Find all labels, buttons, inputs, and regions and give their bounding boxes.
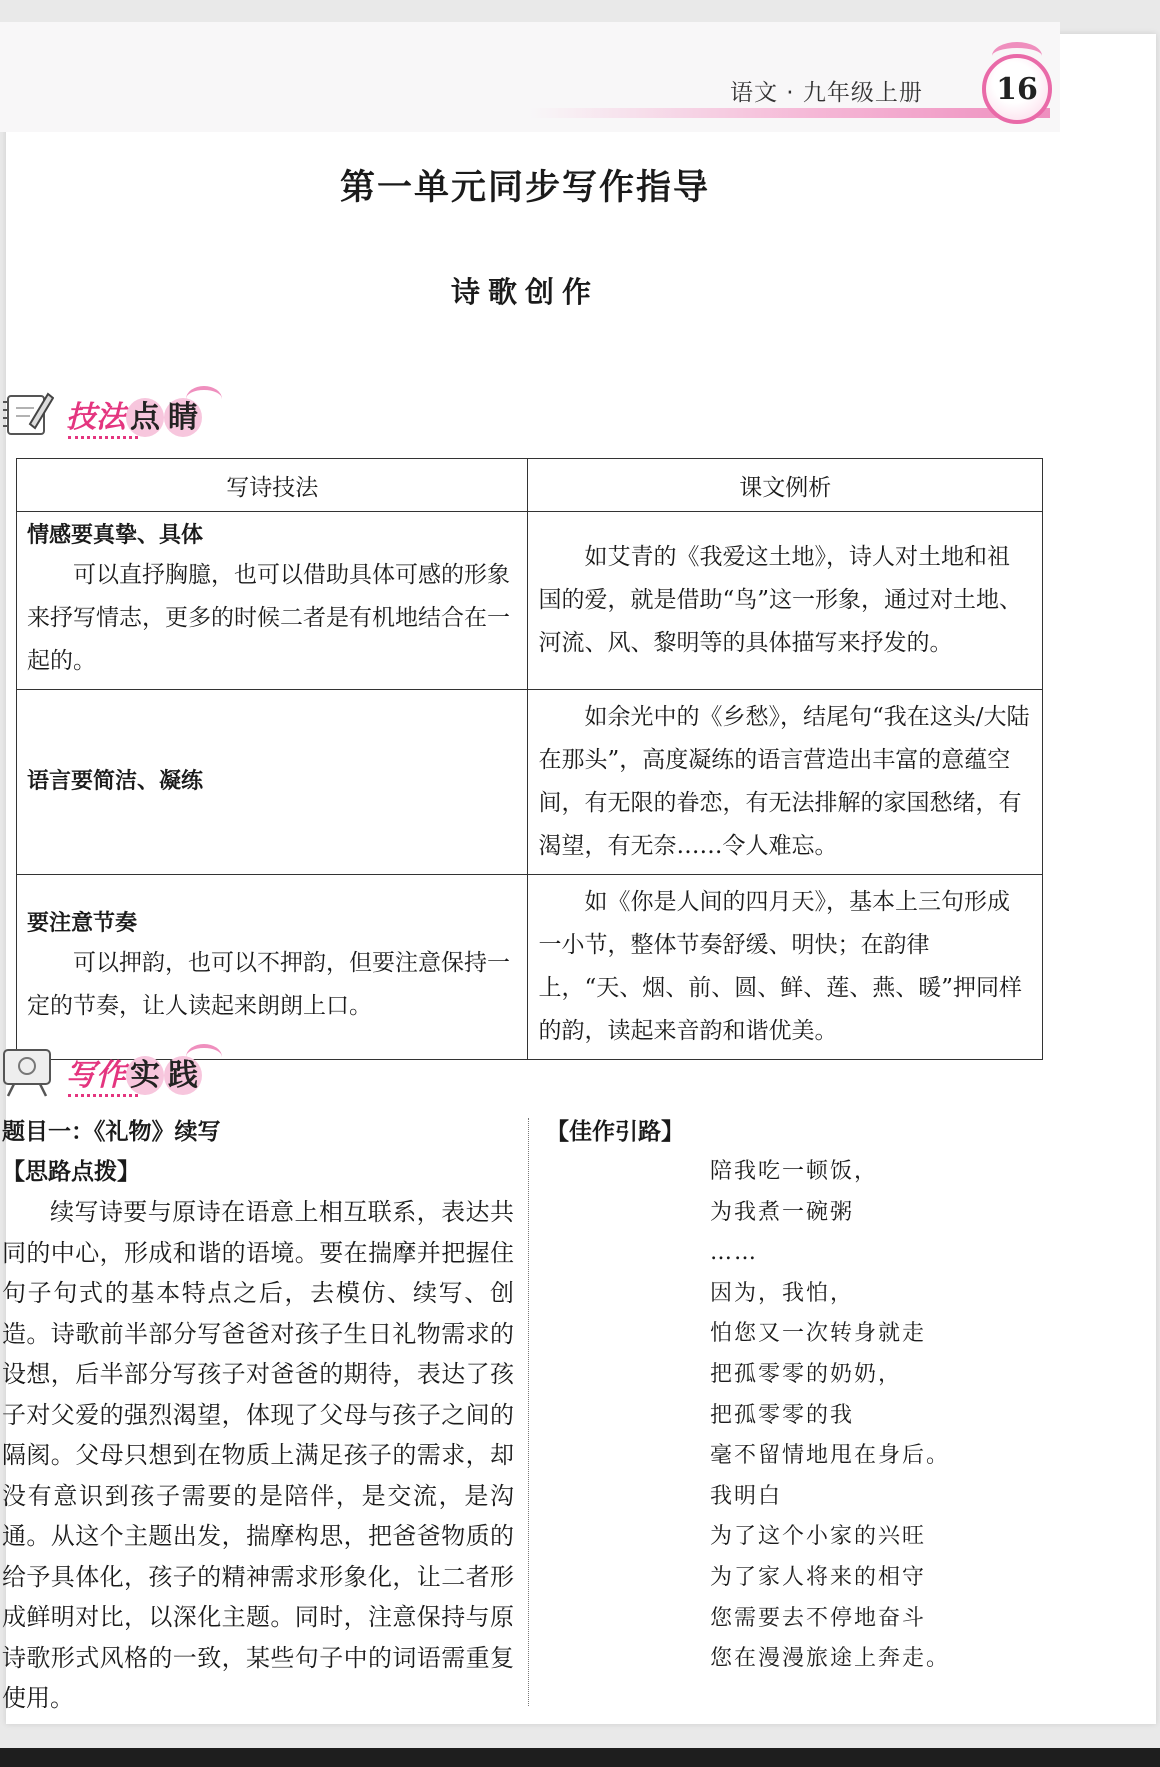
section-swoosh bbox=[186, 386, 222, 412]
section-header-technique bbox=[0, 382, 240, 446]
hint-text: 续写诗要与原诗在语意上相互联系，表达共同的中心，形成和谐的语境。要在揣摩并把握住句子句式的基本特点之后，去模仿、续写、创造。诗歌前半部分写爸爸对孩子生日礼物需求的设想，后半部分写孩子对爸爸的期待，表达了孩子对父爱的强烈渴望，体现了父母与孩子之间的隔阂。父母只想到在物质上满足孩子的需求，却没有意识到孩子需要的是陪伴，是交流，是沟通。从这个主题出发，揣摩构思，把爸爸物质的给予具体化，孩子的精神需求形象化，让二者形成鲜明对比，以深化主题。同时，注意保持与原诗歌形式风格的一致，某些句子中的词语需重复使用。 bbox=[2, 1198, 514, 1712]
column-divider bbox=[528, 1118, 529, 1706]
technique-text: 可以押韵，也可以不押韵，但要注意保持一定的节奏，让人读起来朗朗上口。 bbox=[27, 950, 510, 1019]
easel-board-icon bbox=[0, 1046, 54, 1098]
notebook-pencil-icon bbox=[0, 388, 54, 440]
section-header-practice bbox=[0, 1040, 240, 1104]
table-row bbox=[17, 875, 1043, 1060]
header-pink-stripe bbox=[530, 108, 1050, 118]
poem-line: 把孤零零的我 bbox=[710, 1402, 855, 1428]
example-text: 如余光中的《乡愁》，结尾句“我在这头/大陆在那头”，高度凝练的语言营造出丰富的意蕴空间，有无限的眷恋，有无法排解的家国愁绪，有渴望，有无奈……令人难忘。 bbox=[538, 704, 1030, 859]
table-row bbox=[17, 512, 1043, 690]
subject-label: 语文 · 九年级上册 bbox=[730, 80, 923, 106]
table-header-row bbox=[17, 459, 1043, 512]
topic-title: 题目一：《礼物》续写 bbox=[2, 1119, 221, 1145]
poem-line: 您需要去不停地奋斗 bbox=[710, 1605, 927, 1631]
technique-text: 可以直抒胸臆，也可以借助具体可感的形象来抒写情志，更多的时候二者是有机地结合在一起的。 bbox=[27, 562, 510, 674]
table-row bbox=[17, 690, 1043, 875]
table-header-cell: 写诗技法 bbox=[17, 459, 528, 512]
bottom-bar bbox=[0, 1748, 1160, 1767]
poem-line: 把孤零零的奶奶， bbox=[710, 1361, 903, 1387]
poem-line: …… bbox=[710, 1240, 758, 1266]
poem-line: 毫不留情地甩在身后。 bbox=[710, 1443, 951, 1469]
section-title-technique bbox=[66, 392, 202, 436]
page-subtitle: 诗歌创作 bbox=[450, 275, 599, 309]
section-title-part: 写作 bbox=[66, 1058, 126, 1093]
example-cell bbox=[528, 875, 1043, 1060]
technique-cell bbox=[17, 512, 528, 690]
right-column bbox=[546, 1112, 1046, 1152]
section-title-part: 技法 bbox=[66, 400, 126, 435]
technique-cell bbox=[17, 875, 528, 1060]
technique-table bbox=[16, 458, 1043, 1060]
technique-heading: 情感要真挚、具体 bbox=[27, 523, 204, 548]
poem-line: 为了家人将来的相守 bbox=[710, 1564, 927, 1590]
section-underline-dots bbox=[68, 436, 138, 439]
section-title-practice bbox=[66, 1050, 202, 1094]
poem bbox=[710, 1152, 950, 1680]
section-swoosh bbox=[186, 1044, 222, 1070]
poem-line: 为我煮一碗粥 bbox=[710, 1199, 855, 1225]
hint-label: 【思路点拨】 bbox=[2, 1159, 140, 1185]
poem-line: 为了这个小家的兴旺 bbox=[710, 1524, 927, 1550]
section-title-part: 践 bbox=[164, 1056, 202, 1095]
section-underline-dots bbox=[68, 1094, 138, 1097]
technique-heading: 语言要简洁、凝练 bbox=[27, 769, 204, 794]
example-cell bbox=[528, 512, 1043, 690]
page-number: 16 bbox=[996, 72, 1038, 107]
poem-line: 陪我吃一顿饭， bbox=[710, 1159, 879, 1184]
poem-line: 我明白 bbox=[710, 1483, 783, 1509]
page-title: 第一单元同步写作指导 bbox=[339, 168, 710, 208]
section-title-part: 点 bbox=[126, 398, 164, 437]
poem-line: 怕您又一次转身就走 bbox=[710, 1321, 927, 1347]
section-title-part: 睛 bbox=[164, 398, 202, 437]
example-text: 如艾青的《我爱这土地》，诗人对土地和祖国的爱，就是借助“鸟”这一形象，通过对土地、河流、风、黎明等的具体描写来抒发的。 bbox=[538, 544, 1022, 656]
section-title-part: 实 bbox=[126, 1056, 164, 1095]
example-cell bbox=[528, 690, 1043, 875]
page-number-badge bbox=[982, 54, 1052, 124]
technique-cell bbox=[17, 690, 528, 875]
poem-line: 因为，我怕， bbox=[710, 1280, 855, 1306]
table-header-cell: 课文例析 bbox=[528, 459, 1043, 512]
poem-line: 您在漫漫旅途上奔走。 bbox=[710, 1646, 951, 1672]
example-text: 如《你是人间的四月天》，基本上三句形成一小节，整体节奏舒缓、明快；在韵律上，“天、烟、前、圆、鲜、莲、燕、暖”押同样的韵，读起来音韵和谐优美。 bbox=[538, 889, 1022, 1044]
left-column bbox=[2, 1112, 514, 1719]
technique-heading: 要注意节奏 bbox=[27, 911, 138, 936]
example-label: 【佳作引路】 bbox=[546, 1119, 684, 1145]
